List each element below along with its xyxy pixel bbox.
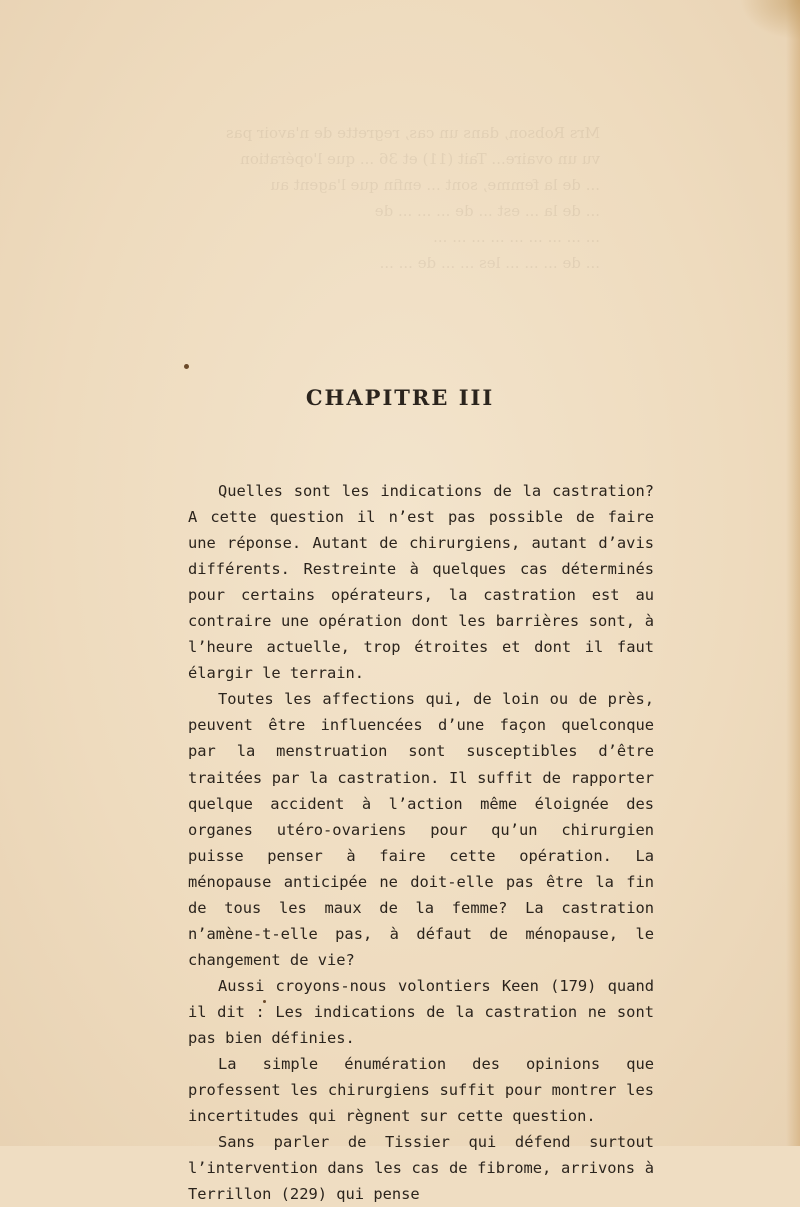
paragraph: Toutes les affections qui, de loin ou de près, peuvent être influencées d’une façon quelconque par la menstruation sont susceptibles d’être traitées par la castration. Il suffit de rapporter quelque accident à l’action même éloignée des organes utéro-ovariens pour qu’un chirurgien puisse penser à faire cette opération. La ménopause anticipée ne doit-elle pas être la fin de tous les maux de la femme? La castration n’amène-t-elle pas, à défaut de ménopause, le changement de vie? bbox=[188, 690, 654, 969]
ink-speck bbox=[184, 364, 189, 369]
show-through-text: Mrs Robson, dans un cas, regrette de n'avoir pas vu un ovaire... Tait (11) et 36 ... que l'opération ... de la femme, sont ... enfin que l'agent au ... de la ... est ... de ... ... ... de ... ... ... ... ... ... ... ... ... ... de ... ... ... les ... ... de ... ... bbox=[225, 124, 600, 272]
paragraph: Quelles sont les indications de la castration? A cette question il n’est pas possible de faire une réponse. Autant de chirurgiens, autant d’avis différents. Restreinte à quelques cas déterminés pour certains opérateurs, la castration est au contraire une opération dont les barrières sont, à l’heure actuelle, trop étroites et dont il faut élargir le terrain. bbox=[188, 482, 654, 683]
page-corner-stain bbox=[740, 0, 800, 40]
chapter-body bbox=[188, 478, 654, 1207]
paragraph: Sans parler de Tissier qui défend surtout l’intervention dans les cas de fibrome, arrivons à Terrillon (229) qui pense bbox=[188, 1133, 654, 1204]
paragraph: Aussi croyons-nous volontiers Keen (179) quand il dit : Les indications de la castration ne sont pas bien définies. bbox=[188, 976, 654, 1047]
chapter-title: CHAPITRE III bbox=[305, 385, 495, 410]
page-edge-shadow bbox=[786, 0, 800, 1146]
paragraph: La simple énumération des opinions que professent les chirurgiens suffit pour montrer les incertitudes qui règnent sur cette question. bbox=[188, 1055, 654, 1126]
